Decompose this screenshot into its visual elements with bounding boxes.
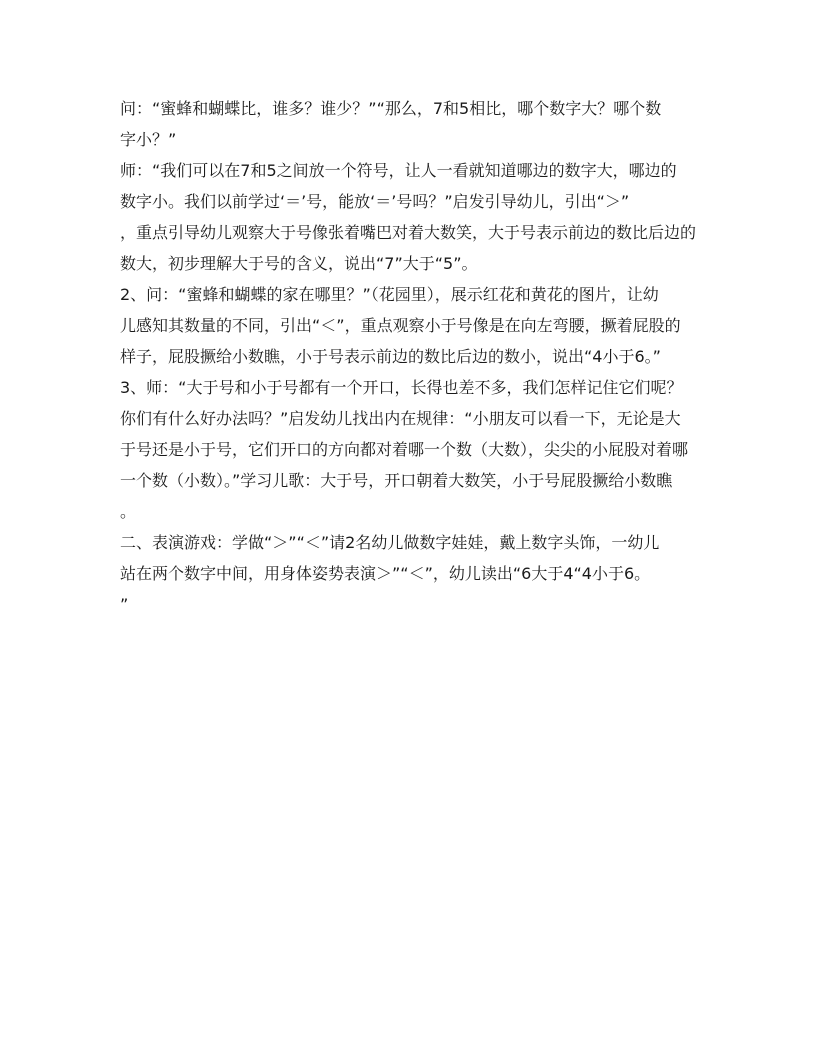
text-line: 你们有什么好办法吗？”启发幼儿找出内在规律：“小朋友可以看一下，无论是大 [120, 409, 681, 428]
body-text [120, 93, 700, 620]
text-line: 字小？” [120, 130, 177, 149]
text-line: 儿感知其数量的不同，引出“＜”，重点观察小于号像是在向左弯腰，撅着屁股的 [120, 316, 681, 335]
text-line: 。 [120, 502, 137, 521]
text-line: 师：“我们可以在7和5之间放一个符号，让人一看就知道哪边的数字大，哪边的 [120, 161, 677, 180]
text-line: 数字小。我们以前学过‘＝’号，能放‘＝’号吗？”启发引导幼儿，引出“＞” [120, 192, 630, 211]
text-line: 一个数（小数）。”学习儿歌：大于号，开口朝着大数笑，小于号屁股撅给小数瞧 [120, 471, 673, 490]
text-line: ” [120, 595, 129, 614]
text-line: 于号还是小于号，它们开口的方向都对着哪一个数（大数），尖尖的小屁股对着哪 [120, 440, 689, 459]
text-line: ，重点引导幼儿观察大于号像张着嘴巴对着大数笑，大于号表示前边的数比后边的 [120, 223, 697, 242]
text-line: 二、表演游戏：学做“＞”“＜”请2名幼儿做数字娃娃，戴上数字头饰，一幼儿 [120, 533, 660, 552]
text-line: 数大，初步理解大于号的含义，说出“7”大于“5”。 [120, 254, 478, 273]
text-line: 问：“蜜蜂和蝴蝶比，谁多？谁少？”“那么，7和5相比，哪个数字大？哪个数 [120, 99, 662, 118]
text-line: 样子，屁股撅给小数瞧，小于号表示前边的数比后边的数小，说出“4小于6。” [120, 347, 661, 366]
text-line: 3、师：“大于号和小于号都有一个开口，长得也差不多，我们怎样记住它们呢？ [120, 378, 683, 397]
text-line: 2、问：“蜜蜂和蝴蝶的家在哪里？”（花园里），展示红花和黄花的图片，让幼 [120, 285, 659, 304]
text-line: 站在两个数字中间，用身体姿势表演＞”“＜”，幼儿读出“6大于4“4小于6。 [120, 564, 651, 583]
